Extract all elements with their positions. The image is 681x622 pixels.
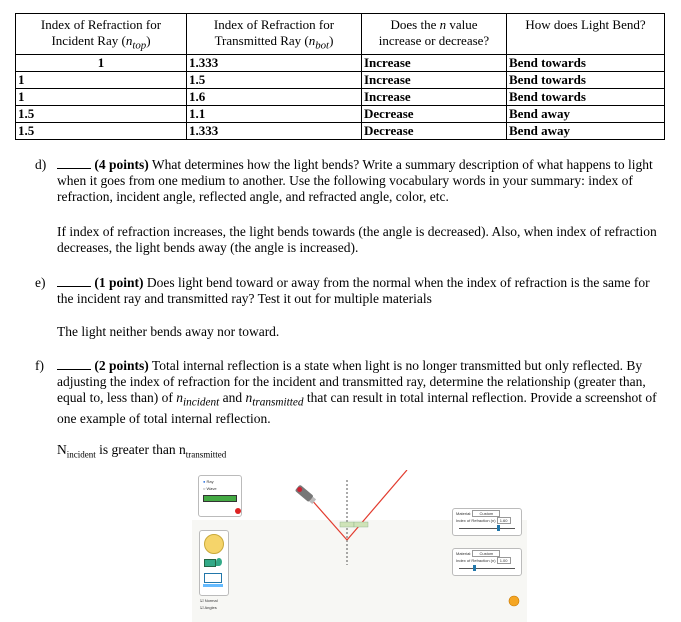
- wave-label: Wave: [206, 486, 217, 491]
- cell-change: Decrease: [362, 122, 507, 139]
- question-e-label: e): [35, 275, 46, 290]
- answer-blank: [57, 358, 91, 370]
- header-incident-sub: top: [132, 39, 147, 52]
- header-change-line2: increase or decrease?: [378, 33, 490, 48]
- question-d-text: What determines how the light bends? Write a summary description of what happens to light when it goes from one medium to another. Use the following vocabulary words in your summary: index of refraction, incident angle, reflected angle, and refracted angle, color, etc.: [57, 157, 653, 204]
- protractor-icon[interactable]: [204, 534, 224, 554]
- answer-f-mid: is greater than n: [95, 442, 186, 457]
- ray-diagram: [192, 470, 527, 622]
- bottom-material-select[interactable]: Custom: [472, 550, 500, 557]
- cell-transmitted: 1.333: [187, 122, 362, 139]
- ruler-icon[interactable]: [203, 584, 223, 587]
- header-incident-var: n: [125, 33, 133, 48]
- table-row: [16, 105, 665, 122]
- reflected-ray: [347, 470, 407, 540]
- bottom-index-row: [456, 558, 511, 563]
- answer-f-sub1: incident: [66, 449, 96, 460]
- cell-incident: 1.5: [16, 105, 187, 122]
- cell-bend: Bend towards: [507, 71, 665, 88]
- question-f-label: f): [35, 358, 44, 373]
- light-color-swatch: [235, 508, 241, 514]
- wavelength-slider[interactable]: [203, 495, 237, 502]
- header-change-var: n: [439, 17, 447, 32]
- ray-option[interactable]: ● Ray: [203, 479, 214, 484]
- cell-incident: 1: [16, 88, 187, 105]
- header-bend-text: How does Light Bend?: [525, 17, 646, 32]
- cell-transmitted: 1.5: [187, 71, 362, 88]
- cell-incident: 1: [16, 71, 187, 88]
- question-e-text: Does light bend toward or away from the normal when the index of refraction is the same for the incident ray and transmitted ray? Test it out for multiple materials: [57, 275, 650, 306]
- bottom-index-label: Index of Refraction (n): [456, 558, 496, 563]
- header-incident-line2: Incident Ray (: [51, 33, 126, 48]
- laser-icon: [295, 485, 317, 505]
- question-f-text-post: that can result in total internal reflection. Provide a screenshot of one example of total internal reflection.: [57, 390, 657, 426]
- question-f: [57, 358, 667, 427]
- question-e: [57, 275, 667, 307]
- cell-transmitted: 1.333: [187, 54, 362, 71]
- cell-bend: Bend away: [507, 122, 665, 139]
- header-incident-line1: Index of Refraction for: [40, 17, 162, 32]
- cell-change: Decrease: [362, 105, 507, 122]
- angles-checkbox[interactable]: ☑ Angles: [200, 605, 217, 610]
- answer-f-sub2: transmitted: [185, 449, 227, 460]
- header-transmitted-line1: Index of Refraction for: [213, 17, 335, 32]
- top-material-panel: [452, 508, 522, 536]
- question-e-points: (1 point): [94, 275, 144, 290]
- header-transmitted: [187, 14, 362, 55]
- header-transmitted-var: n: [308, 33, 316, 48]
- angle-readout-right: [354, 522, 368, 527]
- cell-bend: Bend towards: [507, 54, 665, 71]
- cell-transmitted: 1.1: [187, 105, 362, 122]
- header-bend: [507, 14, 665, 55]
- header-transmitted-line2: Transmitted Ray (: [214, 33, 309, 48]
- answer-e: The light neither bends away nor toward.: [57, 324, 280, 339]
- angle-readout-left: [340, 522, 354, 527]
- bottom-material-label-text: Material:: [456, 551, 472, 556]
- ray-label: Ray: [206, 479, 214, 484]
- question-f-text-mid: and: [219, 390, 246, 405]
- header-change-pre: Does the: [390, 17, 440, 32]
- bottom-index-thumb[interactable]: [473, 565, 476, 571]
- tools-panel: [199, 530, 229, 596]
- question-f-sub1: incident: [182, 396, 220, 409]
- header-change: [362, 14, 507, 55]
- answer-blank: [57, 275, 91, 287]
- question-f-sub2: transmitted: [252, 396, 304, 409]
- probe-icon[interactable]: [216, 558, 222, 566]
- bottom-index-value[interactable]: 1.00: [497, 557, 511, 564]
- answer-f: [57, 442, 657, 463]
- answer-blank: [57, 157, 91, 169]
- incident-ray: [310, 498, 347, 540]
- refraction-table: [15, 13, 665, 140]
- table-row: [16, 54, 665, 71]
- top-index-row: [456, 518, 511, 523]
- top-material-label-text: Material:: [456, 511, 472, 516]
- cell-change: Increase: [362, 54, 507, 71]
- cell-bend: Bend away: [507, 105, 665, 122]
- bottom-material-label: [456, 551, 500, 556]
- table-row: [16, 71, 665, 88]
- table-row: [16, 122, 665, 139]
- question-f-var1: n: [176, 390, 183, 405]
- bottom-material-panel: [452, 548, 522, 576]
- question-f-points: (2 points): [94, 358, 149, 373]
- top-index-label: Index of Refraction (n): [456, 518, 496, 523]
- answer-d: If index of refraction increases, the light bends towards (the angle is decreased). Also, when index of refraction decreases, the light bends away (the angle is increased).: [57, 224, 657, 255]
- top-material-select[interactable]: Custom: [472, 510, 500, 517]
- cell-transmitted: 1.6: [187, 88, 362, 105]
- header-transmitted-close: ): [329, 33, 334, 48]
- header-change-post: value: [446, 17, 478, 32]
- tir-screenshot: [192, 470, 527, 622]
- cell-change: Increase: [362, 71, 507, 88]
- table-row: [16, 88, 665, 105]
- question-d-points: (4 points): [94, 157, 149, 172]
- cell-incident: 1.5: [16, 122, 187, 139]
- header-incident-close: ): [146, 33, 151, 48]
- cell-bend: Bend towards: [507, 88, 665, 105]
- wave-sensor-icon[interactable]: [204, 573, 222, 583]
- intensity-meter-icon[interactable]: [204, 559, 216, 567]
- ray-wave-panel: [198, 475, 242, 517]
- normal-label: Normal: [204, 598, 218, 603]
- normal-checkbox[interactable]: ☑ Normal: [200, 598, 218, 603]
- top-index-thumb[interactable]: [497, 525, 500, 531]
- cell-incident: 1: [16, 54, 187, 71]
- question-f-var2: n: [245, 390, 253, 405]
- header-transmitted-sub: bot: [315, 39, 330, 52]
- top-index-slider[interactable]: [459, 528, 515, 529]
- question-f-text-pre: Total internal reflection is a state when light is no longer transmitted but only reflected. By adjusting the index of refraction for the incident and transmitted ray, determine the relationship (greater than, equal to, less than) of: [57, 358, 646, 405]
- bottom-index-slider[interactable]: [459, 568, 515, 569]
- question-d: [57, 157, 667, 205]
- reset-icon: [509, 596, 519, 606]
- angles-label: Angles: [204, 605, 217, 610]
- header-incident: [16, 14, 187, 55]
- answer-f-n1: N: [57, 442, 67, 457]
- top-index-value[interactable]: 1.60: [497, 517, 511, 524]
- top-material-label: [456, 511, 500, 516]
- wave-option[interactable]: ○ Wave: [203, 486, 217, 491]
- cell-change: Increase: [362, 88, 507, 105]
- question-d-label: d): [35, 157, 47, 172]
